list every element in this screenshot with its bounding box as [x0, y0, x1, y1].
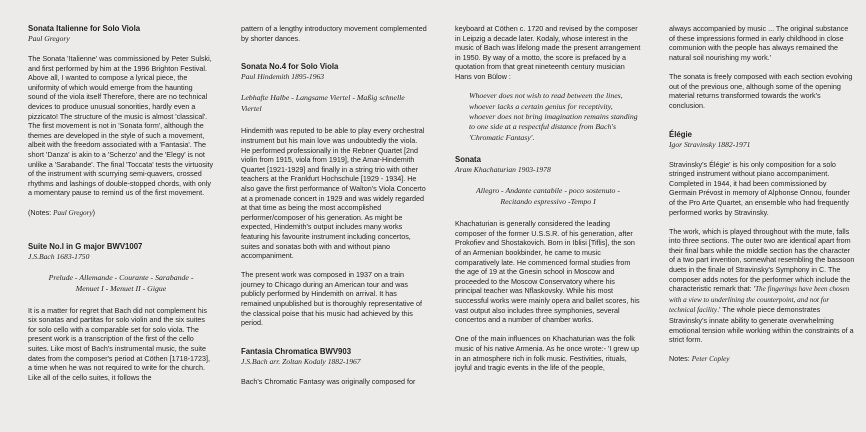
column-4	[669, 24, 855, 375]
composer-line: Paul Hindemith 1895-1963	[241, 72, 325, 82]
work-title: Sonata	[455, 155, 481, 165]
work-title: Suite No.l in G major BWV1007	[28, 241, 143, 251]
body-paragraph: Bach's Chromatic Fantasy was originally composed for	[241, 377, 416, 387]
movement-list	[455, 185, 641, 207]
movement-list	[28, 272, 214, 294]
notes-credit	[28, 208, 214, 219]
notes-author: Peter Copley	[691, 355, 730, 364]
column-2	[241, 24, 427, 396]
body-paragraph	[669, 227, 855, 345]
block-quote: Whoever does not wish to read between the lines, whoever lacks a certain genius for receptivity, whoever does not bring imagination remains standing to one side at a respectful distance from Bach's 'Chromatic Fantasy'.	[469, 91, 638, 142]
work-title: Fantasia Chromatica BWV903	[241, 347, 352, 357]
body-paragraph: The Sonata 'Italienne' was commissioned by Peter Sulski, and first performed by him at the 1996 Brighton Festival. Above all, I wanted to compose a lyrical piece, the uniformity of which would emerge from the haunting sound of the viola itself Therefore, there are no technical devices to produce unusual sonorities, hardly even a pizzicato! The structure of the music is almost 'classical'. The first movement is not in 'Sonata form', although the themes are developed in the style of such a movement, albeit with the freedom associated with a 'Fantasia'. The short 'Danza' is akin to a 'Scherzo' and the 'Elegy' is not unlike a 'Sarabande'. The final 'Toccata' tests the virtuosity of the instrument with scurrying semi-quavers, crossed rhythms and lashings of double-stopped chords, with only a momentary pause to remind us of the first movement.	[28, 54, 214, 198]
notes-credit	[669, 354, 855, 365]
inline-quote: The fingerings have been chosen with a view to underlining the counterpoint, and not for technical facility	[669, 285, 850, 315]
body-paragraph: The present work was composed in 1937 on a train journey to Chicago during an American tour and was publicly performed by Hindemith on arrival. It has remained unpublished but is thoroughly representative of the classical poise that his music had achieved by this period.	[241, 270, 423, 328]
body-paragraph: Khachaturian is generally considered the leading composer of the former U.S.S.R. of his generation, after Prokofiev and Shostakovich. Born in Iblisi [Tiflis], the son of an Armenian bookbinder, he came to music comparatively late. He commenced formal studies from the age of 19 at the Gnesin school in Moscow and proceeded to the Moscow Conservatory where his principal teacher was Nflaskovsky. While his most successful works were mainly opera and ballet scores, his vast output also includes three symphonies, several concertos and a number of chamber works.	[455, 219, 640, 325]
notes-suffix: )	[92, 207, 96, 217]
body-paragraph: pattern of a lengthy introductory movement complemented by shorter dances.	[241, 24, 427, 43]
column-1	[28, 24, 214, 392]
movement-line: Prelude - Allemande - Courante - Sarabande -	[48, 272, 194, 282]
body-paragraph: Hindemith was reputed to be able to play every orchestral instrument but his main love was undoubtedly the viola. He performed professionally in the Rebner Quartet [2nd violin from 1915, viola from 1919], the Amar-Hindemith Quartet [1921-1929] and finally in a string trio with other teachers at the Frankfurt Hochschule [1929 - 1934]. He also gave the first performance of Walton's Viola Concerto at a promenade concert in 1929 and was widely regarded at that time as being the most accomplished performer/composer of his generation. As might be expected, Hindemith's output includes many works featuring his favourite instrument including concertos, suites and sonatas both with and without piano accompaniment.	[241, 126, 426, 261]
movement-list: Lebhafte Halbe - Langsame Viertel - Maßig schnelle Viertel	[241, 93, 405, 114]
work-title: Sonata Italienne for Solo Viola	[28, 24, 141, 33]
body-paragraph: Stravinsky's Élégie' is his only composition for a solo stringed instrument without piano accompaniment. Completed in 1944, it had been commissioned by Germain Prévost in memory of Alphonse Onnou, founder of the Pro Arte Quartet, an ensemble who had frequently performed works by Stravinsky.	[669, 159, 850, 217]
paragraph-text: .' The whole piece demonstrates Stravinsky's innate ability to generate overwhelming emotional tension while working within the constraints of a strict form.	[669, 305, 854, 345]
body-paragraph: keyboard at Cöthen c. 1720 and revised by the composer in Leipzig a decade later. Kodaly, whose interest in the music of Bach was lifelong made the present arrangement in 1950. By way of a motto, the score is prefaced by a quotation from that great nineteenth century musician Hans von Bülow :	[455, 24, 641, 81]
notes-prefix: Notes:	[669, 354, 692, 364]
body-paragraph: The sonata is freely composed with each section evolving out of the previous one, although some of the opening material returns transformed towards the work's conclusion.	[669, 71, 853, 110]
composer-line: J.S.Bach 1683-1750	[28, 251, 90, 261]
composer-line: J.S.Bach arr. Zoltan Kodaly 1882-1967	[241, 357, 361, 367]
paragraph-text: The work, which is played throughout with the mute, falls into three sections. The outer two are identical apart from their final bars while the middle section has the character of a two part invention, somewhat resembling the bassoon duets in the finale of Stravinsky's Symphony in C. The composer adds notes for the performer which include the characteristic remark that: '	[669, 226, 855, 294]
body-paragraph: always accompanied by music ... The original substance of these impressions formed in early childhood in close communion with the people has always remained the natural soil nourishing my work.'	[669, 24, 849, 62]
column-3	[455, 24, 641, 382]
body-paragraph: It is a matter for regret that Bach did not complement his six sonatas and partitas for solo violin and the six suites for solo cello with a comparable set for solo viola. The present work is a transcription of the first of the cello suites. Like most of Bach's instrumental music, the suite dates from the composer's period at Cöthen [1718-1723], a time when he was not required to write for the church. Like all of the cello suites, it follows the	[28, 305, 210, 382]
notes-author: Paul Gregory	[53, 208, 93, 217]
composer-line: Aram Khachaturian 1903-1978	[455, 165, 551, 175]
work-title: Élégie	[669, 129, 692, 139]
movement-line: Allegro - Andante cantabile - poco sostenuto -	[476, 186, 620, 196]
body-paragraph: One of the main influences on Khachaturian was the folk music of his native Armenia. As he once wrote:- 'I grew up in an atmosphere rich in folk music. Festivities, rituals, joyful and tragic events in the life of the people,	[455, 334, 639, 373]
composer-line: Igor Stravinsky 1882-1971	[669, 139, 751, 149]
work-title: Sonata No.4 for Solo Viola	[241, 62, 339, 72]
movement-line: Menuet I - Menuet II - Gigue	[75, 283, 167, 293]
composer-line: Paul Gregory	[28, 34, 70, 43]
notes-prefix: (Notes:	[28, 207, 54, 217]
movement-line: Recitando espressivo -Tempo I	[500, 197, 596, 207]
